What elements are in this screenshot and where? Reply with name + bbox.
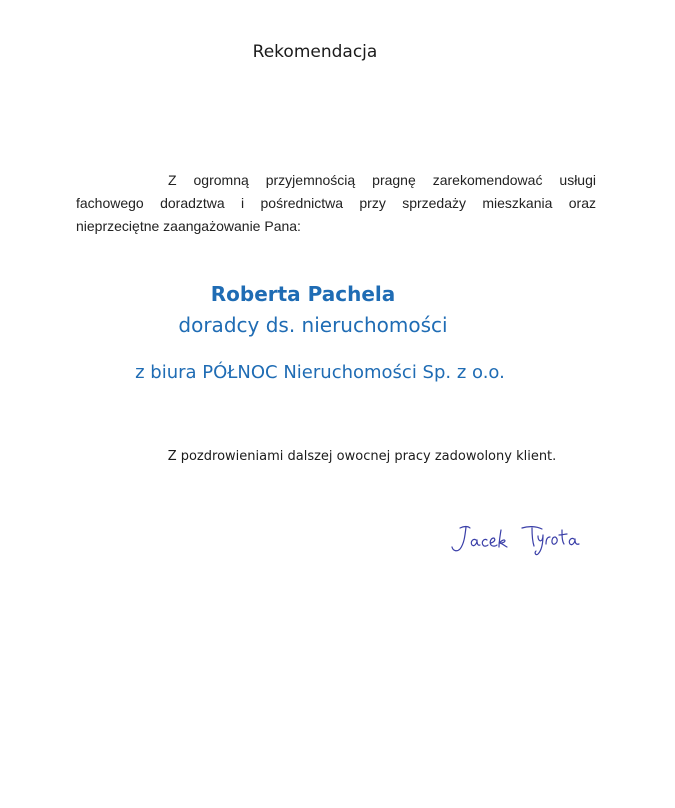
letter-title: Rekomendacja <box>252 42 378 62</box>
intro-line-1: Z ogromną przyjemnością pragnę zarekomendować usługi <box>168 172 596 188</box>
closing-sentence: Z pozdrowieniami dalszej owocnej pracy zadowolony klient. <box>167 449 557 464</box>
intro-paragraph <box>76 169 596 238</box>
intro-line-2: fachowego doradztwa i pośrednictwa przy sprzedaży mieszkania oraz <box>76 195 596 211</box>
office-name: z biura PÓŁNOC Nieruchomości Sp. z o.o. <box>135 362 505 383</box>
person-role: doradcy ds. nieruchomości <box>178 313 448 337</box>
person-name: Roberta Pachela <box>210 282 396 306</box>
intro-line-3: nieprzeciętne zaangażowanie Pana: <box>76 218 301 234</box>
handwritten-signature <box>446 520 586 560</box>
